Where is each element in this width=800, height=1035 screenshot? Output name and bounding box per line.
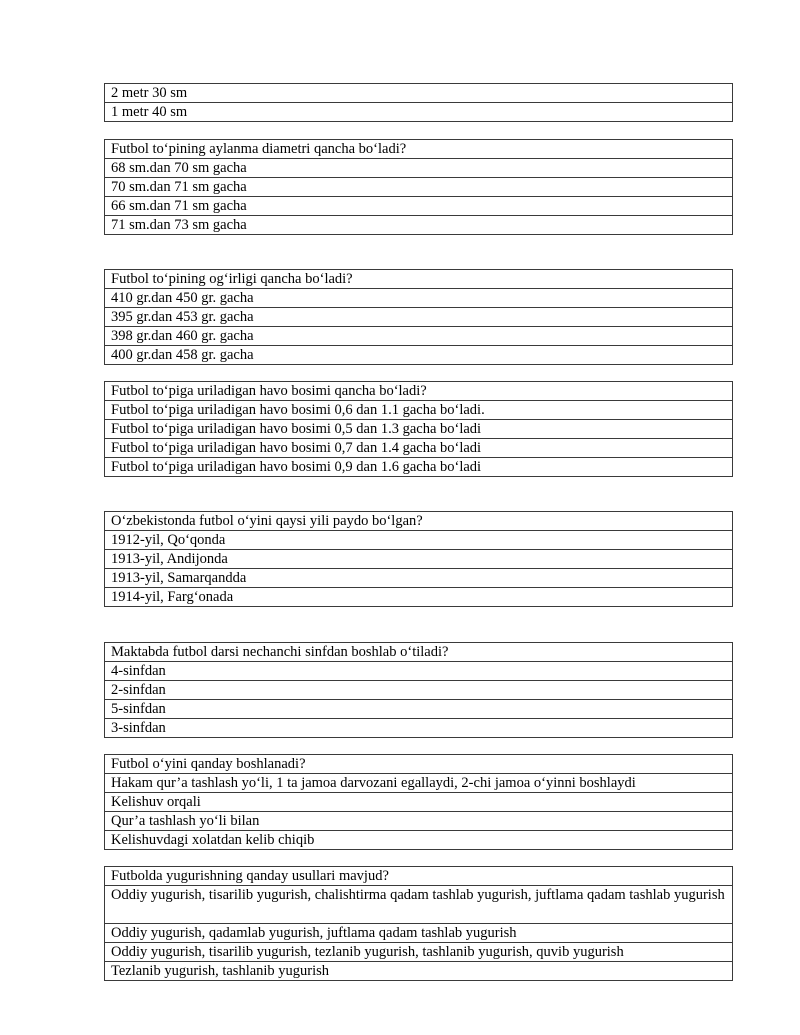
question-cell: Futbol to‘piga uriladigan havo bosimi qancha bo‘ladi? (105, 382, 733, 401)
question-cell: Futbolda yugurishning qanday usullari mavjud? (105, 867, 733, 886)
answer-cell: Hakam qur’a tashlash yo‘li, 1 ta jamoa darvozani egallaydi, 2-chi jamoa o‘yinni boshlaydi (105, 774, 733, 793)
answer-cell: 400 gr.dan 458 gr. gacha (105, 346, 733, 365)
answer-cell: 66 sm.dan 71 sm gacha (105, 197, 733, 216)
answer-cell: 1 metr 40 sm (105, 103, 733, 122)
question-table-6 (104, 642, 733, 738)
answer-cell: Kelishuv orqali (105, 793, 733, 812)
question-table-2 (104, 139, 733, 235)
answer-cell: 410 gr.dan 450 gr. gacha (105, 289, 733, 308)
answer-cell: Futbol to‘piga uriladigan havo bosimi 0,6 dan 1.1 gacha bo‘ladi. (105, 401, 733, 420)
question-table-8 (104, 866, 733, 981)
answer-cell: 1913-yil, Andijonda (105, 550, 733, 569)
question-table-3 (104, 269, 733, 365)
answer-cell: Oddiy yugurish, qadamlab yugurish, juftlama qadam tashlab yugurish (105, 924, 733, 943)
question-table-5 (104, 511, 733, 607)
answer-cell: Oddiy yugurish, tisarilib yugurish, tezlanib yugurish, tashlanib yugurish, quvib yugurish (105, 943, 733, 962)
answer-cell: 1913-yil, Samarqandda (105, 569, 733, 588)
answer-cell: 4-sinfdan (105, 662, 733, 681)
answer-cell: 395 gr.dan 453 gr. gacha (105, 308, 733, 327)
answer-cell: 2-sinfdan (105, 681, 733, 700)
answer-cell: 68 sm.dan 70 sm gacha (105, 159, 733, 178)
answer-cell: Futbol to‘piga uriladigan havo bosimi 0,7 dan 1.4 gacha bo‘ladi (105, 439, 733, 458)
answer-cell: Futbol to‘piga uriladigan havo bosimi 0,5 dan 1.3 gacha bo‘ladi (105, 420, 733, 439)
answer-cell: 2 metr 30 sm (105, 84, 733, 103)
question-table-4 (104, 381, 733, 477)
answer-cell: 1912-yil, Qo‘qonda (105, 531, 733, 550)
question-table-7 (104, 754, 733, 850)
answer-cell: Qur’a tashlash yo‘li bilan (105, 812, 733, 831)
answer-cell: 1914-yil, Farg‘onada (105, 588, 733, 607)
question-cell: Maktabda futbol darsi nechanchi sinfdan boshlab o‘tiladi? (105, 643, 733, 662)
question-cell: Futbol to‘pining og‘irligi qancha bo‘ladi? (105, 270, 733, 289)
answer-cell: 70 sm.dan 71 sm gacha (105, 178, 733, 197)
answer-cell: 71 sm.dan 73 sm gacha (105, 216, 733, 235)
answer-cell: 398 gr.dan 460 gr. gacha (105, 327, 733, 346)
answer-cell: 5-sinfdan (105, 700, 733, 719)
answer-cell: 3-sinfdan (105, 719, 733, 738)
answer-cell: Tezlanib yugurish, tashlanib yugurish (105, 962, 733, 981)
answer-cell: Kelishuvdagi xolatdan kelib chiqib (105, 831, 733, 850)
answer-cell: Oddiy yugurish, tisarilib yugurish, chalishtirma qadam tashlab yugurish, juftlama qadam tashlab yugurish (105, 886, 733, 924)
question-cell: O‘zbekistonda futbol o‘yini qaysi yili paydo bo‘lgan? (105, 512, 733, 531)
answer-table-1 (104, 83, 733, 122)
question-cell: Futbol to‘pining aylanma diametri qancha bo‘ladi? (105, 140, 733, 159)
question-cell: Futbol o‘yini qanday boshlanadi? (105, 755, 733, 774)
answer-cell: Futbol to‘piga uriladigan havo bosimi 0,9 dan 1.6 gacha bo‘ladi (105, 458, 733, 477)
